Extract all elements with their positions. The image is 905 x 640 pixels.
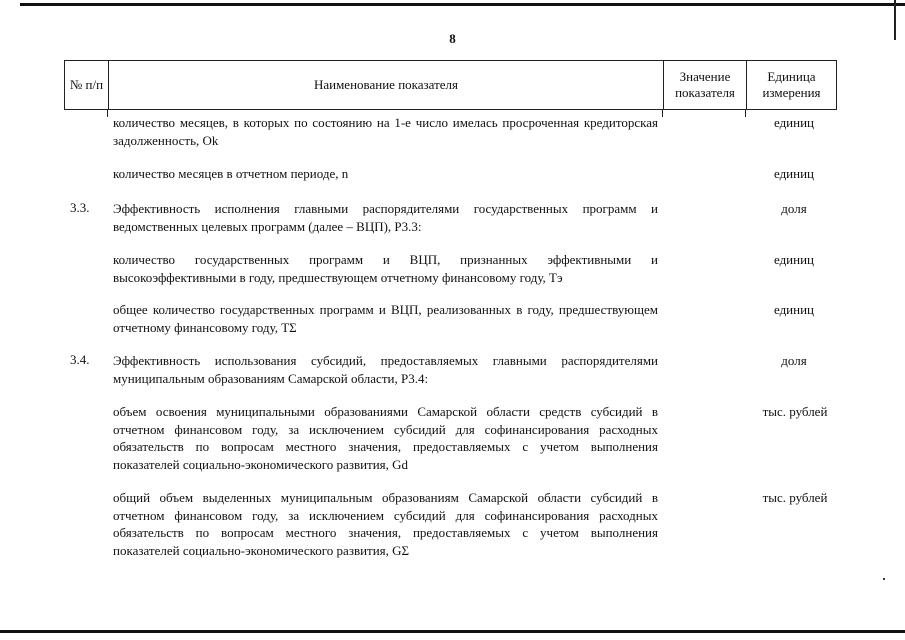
header-name: Наименование показателя	[108, 61, 663, 109]
table-header	[64, 60, 837, 110]
row-unit: единиц	[773, 302, 815, 317]
row-number: 3.3.	[70, 200, 90, 215]
header-value: Значение показателя	[663, 61, 746, 109]
row-unit: доля	[781, 353, 807, 368]
column-divider	[107, 110, 108, 117]
header-num: № п/п	[69, 77, 104, 92]
row-number: 3.4.	[70, 352, 90, 367]
row-text: количество месяцев в отчетном периоде, n	[113, 166, 349, 181]
row-text: количество государственных программ и ВЦП, признанных эффективными и высокоэффективными в году, предшествующем отчетному финансовому году, Тэ	[113, 252, 658, 285]
row-text: Эффективность исполнения главными распорядителями государственных программ и ведомственных целевых программ (далее – ВЦП), P3.3:	[113, 201, 658, 234]
page-number: 8	[449, 31, 456, 46]
scan-speck	[883, 578, 885, 580]
row-unit: единиц	[773, 166, 815, 181]
row-unit: единиц	[773, 115, 815, 130]
row-text: общее количество государственных программ и ВЦП, реализованных в году, предшествующем отчетному финансовому году, ТΣ	[113, 302, 658, 335]
column-divider	[745, 110, 746, 117]
bottom-border-line	[0, 630, 905, 633]
row-unit: единиц	[773, 252, 815, 267]
row-text: общий объем выделенных муниципальным образованиям Самарской области субсидий в отчетном финансовом году, за исключением субсидий для софинансирования расходных обязательств по вопросам местного значения, предоставляемых с учетом выполнения показателей социально-экономического развития, GΣ	[113, 490, 658, 558]
top-border-line	[20, 3, 905, 6]
row-unit: тыс. рублей	[762, 404, 828, 419]
row-unit: доля	[781, 201, 807, 216]
row-text: Эффективность использования субсидий, предоставляемых главными распорядителями муниципальным образованиям Самарской области, P3.4:	[113, 353, 658, 386]
row-text: объем освоения муниципальными образованиями Самарской области средств субсидий в отчетном финансовом году, за исключением субсидий для софинансирования расходных обязательств по вопросам местного значения, предоставляемых с учетом выполнения показателей социально-экономического развития, Gd	[113, 404, 658, 472]
header-unit: Единица измерения	[746, 61, 836, 109]
row-text: количество месяцев, в которых по состоянию на 1-е число имелась просроченная кредиторская задолженность, Оk	[113, 115, 658, 148]
row-unit: тыс. рублей	[762, 490, 828, 505]
column-divider	[662, 110, 663, 117]
